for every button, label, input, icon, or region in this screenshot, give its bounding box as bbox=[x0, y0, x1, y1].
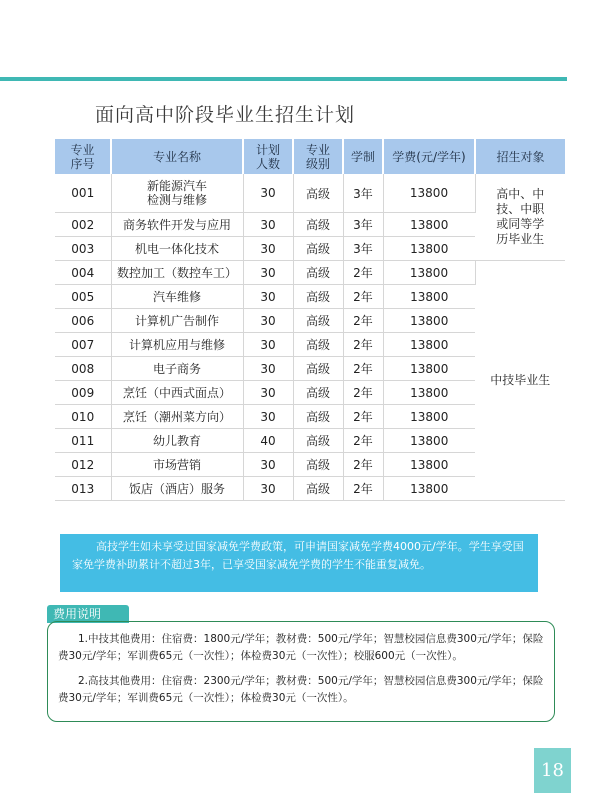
row-tuition: 13800 bbox=[383, 237, 475, 261]
table-row bbox=[55, 174, 565, 213]
row-level: 高级 bbox=[293, 429, 343, 453]
row-name: 数控加工（数控车工） bbox=[111, 261, 243, 285]
row-tuition: 13800 bbox=[383, 174, 475, 213]
row-count: 30 bbox=[243, 453, 293, 477]
row-no: 012 bbox=[55, 453, 111, 477]
row-level: 高级 bbox=[293, 405, 343, 429]
row-level: 高级 bbox=[293, 261, 343, 285]
table-header-row bbox=[55, 139, 565, 174]
row-count: 30 bbox=[243, 174, 293, 213]
row-count: 30 bbox=[243, 213, 293, 237]
header-target: 招生对象 bbox=[475, 139, 565, 174]
row-count: 30 bbox=[243, 261, 293, 285]
row-duration: 2年 bbox=[343, 429, 383, 453]
row-count: 30 bbox=[243, 357, 293, 381]
row-level: 高级 bbox=[293, 357, 343, 381]
row-level: 高级 bbox=[293, 477, 343, 501]
table-row bbox=[55, 261, 565, 285]
row-tuition: 13800 bbox=[383, 453, 475, 477]
fee-section-tab: 费用说明 bbox=[47, 605, 129, 623]
row-duration: 3年 bbox=[343, 213, 383, 237]
row-duration: 2年 bbox=[343, 285, 383, 309]
page-number: 18 bbox=[534, 748, 571, 793]
row-duration: 2年 bbox=[343, 309, 383, 333]
row-level: 高级 bbox=[293, 237, 343, 261]
row-tuition: 13800 bbox=[383, 357, 475, 381]
row-name: 新能源汽车 检测与维修 bbox=[111, 174, 243, 213]
row-name: 饭店（酒店）服务 bbox=[111, 477, 243, 501]
tuition-note bbox=[60, 534, 538, 592]
row-level: 高级 bbox=[293, 213, 343, 237]
row-name: 烹饪（潮州菜方向） bbox=[111, 405, 243, 429]
row-duration: 2年 bbox=[343, 333, 383, 357]
row-duration: 2年 bbox=[343, 453, 383, 477]
fee-item: 1.中技其他费用：住宿费：1800元/学年；教材费：500元/学年；智慧校园信息费300元/学年；保险费30元/学年；军训费65元（一次性）；体检费30元（一次性）；校服600元（一次性）。 bbox=[58, 633, 544, 662]
row-tuition: 13800 bbox=[383, 261, 475, 285]
row-duration: 2年 bbox=[343, 405, 383, 429]
tuition-note-text: 高技学生如未享受过国家减免学费政策，可申请国家减免学费4000元/学年。学生享受国家免学费补助累计不超过3年，已享受国家减免学费的学生不能重复减免。 bbox=[72, 540, 524, 571]
row-name: 幼儿教育 bbox=[111, 429, 243, 453]
row-duration: 3年 bbox=[343, 237, 383, 261]
row-count: 30 bbox=[243, 237, 293, 261]
header-major-no: 专业 序号 bbox=[55, 139, 111, 174]
row-no: 003 bbox=[55, 237, 111, 261]
row-name: 电子商务 bbox=[111, 357, 243, 381]
row-no: 002 bbox=[55, 213, 111, 237]
row-name: 计算机应用与维修 bbox=[111, 333, 243, 357]
row-count: 30 bbox=[243, 405, 293, 429]
row-no: 007 bbox=[55, 333, 111, 357]
row-name: 计算机广告制作 bbox=[111, 309, 243, 333]
row-no: 011 bbox=[55, 429, 111, 453]
target-group-cell: 高中、中 技、中职 或同等学 历毕业生 bbox=[475, 174, 565, 261]
row-tuition: 13800 bbox=[383, 333, 475, 357]
page-title: 面向高中阶段毕业生招生计划 bbox=[95, 104, 356, 126]
row-level: 高级 bbox=[293, 333, 343, 357]
header-duration: 学制 bbox=[343, 139, 383, 174]
fee-description-box bbox=[47, 621, 555, 722]
row-tuition: 13800 bbox=[383, 381, 475, 405]
header-major-name: 专业名称 bbox=[111, 139, 243, 174]
header-plan-count: 计划 人数 bbox=[243, 139, 293, 174]
row-name: 烹饪（中西式面点） bbox=[111, 381, 243, 405]
row-count: 30 bbox=[243, 381, 293, 405]
top-accent-bar bbox=[0, 77, 567, 81]
row-tuition: 13800 bbox=[383, 429, 475, 453]
target-group-cell: 中技毕业生 bbox=[475, 261, 565, 501]
row-no: 009 bbox=[55, 381, 111, 405]
row-tuition: 13800 bbox=[383, 213, 475, 237]
row-name: 汽车维修 bbox=[111, 285, 243, 309]
row-level: 高级 bbox=[293, 285, 343, 309]
row-tuition: 13800 bbox=[383, 477, 475, 501]
row-level: 高级 bbox=[293, 309, 343, 333]
row-count: 40 bbox=[243, 429, 293, 453]
row-no: 005 bbox=[55, 285, 111, 309]
row-duration: 2年 bbox=[343, 477, 383, 501]
row-count: 30 bbox=[243, 309, 293, 333]
header-major-level: 专业 级别 bbox=[293, 139, 343, 174]
header-tuition: 学费(元/学年) bbox=[383, 139, 475, 174]
row-no: 008 bbox=[55, 357, 111, 381]
row-duration: 2年 bbox=[343, 357, 383, 381]
enrollment-plan-table bbox=[55, 139, 565, 501]
row-duration: 2年 bbox=[343, 261, 383, 285]
fee-item: 2.高技其他费用：住宿费：2300元/学年；教材费：500元/学年；智慧校园信息费300元/学年；保险费30元/学年；军训费65元（一次性）；体检费30元（一次性）。 bbox=[58, 675, 544, 704]
row-count: 30 bbox=[243, 333, 293, 357]
row-no: 013 bbox=[55, 477, 111, 501]
row-level: 高级 bbox=[293, 381, 343, 405]
row-count: 30 bbox=[243, 477, 293, 501]
row-tuition: 13800 bbox=[383, 285, 475, 309]
row-level: 高级 bbox=[293, 174, 343, 213]
row-duration: 3年 bbox=[343, 174, 383, 213]
row-name: 市场营销 bbox=[111, 453, 243, 477]
row-no: 006 bbox=[55, 309, 111, 333]
row-no: 001 bbox=[55, 174, 111, 213]
row-no: 004 bbox=[55, 261, 111, 285]
row-duration: 2年 bbox=[343, 381, 383, 405]
row-name: 机电一体化技术 bbox=[111, 237, 243, 261]
row-name: 商务软件开发与应用 bbox=[111, 213, 243, 237]
row-level: 高级 bbox=[293, 453, 343, 477]
row-count: 30 bbox=[243, 285, 293, 309]
row-tuition: 13800 bbox=[383, 405, 475, 429]
row-no: 010 bbox=[55, 405, 111, 429]
row-tuition: 13800 bbox=[383, 309, 475, 333]
